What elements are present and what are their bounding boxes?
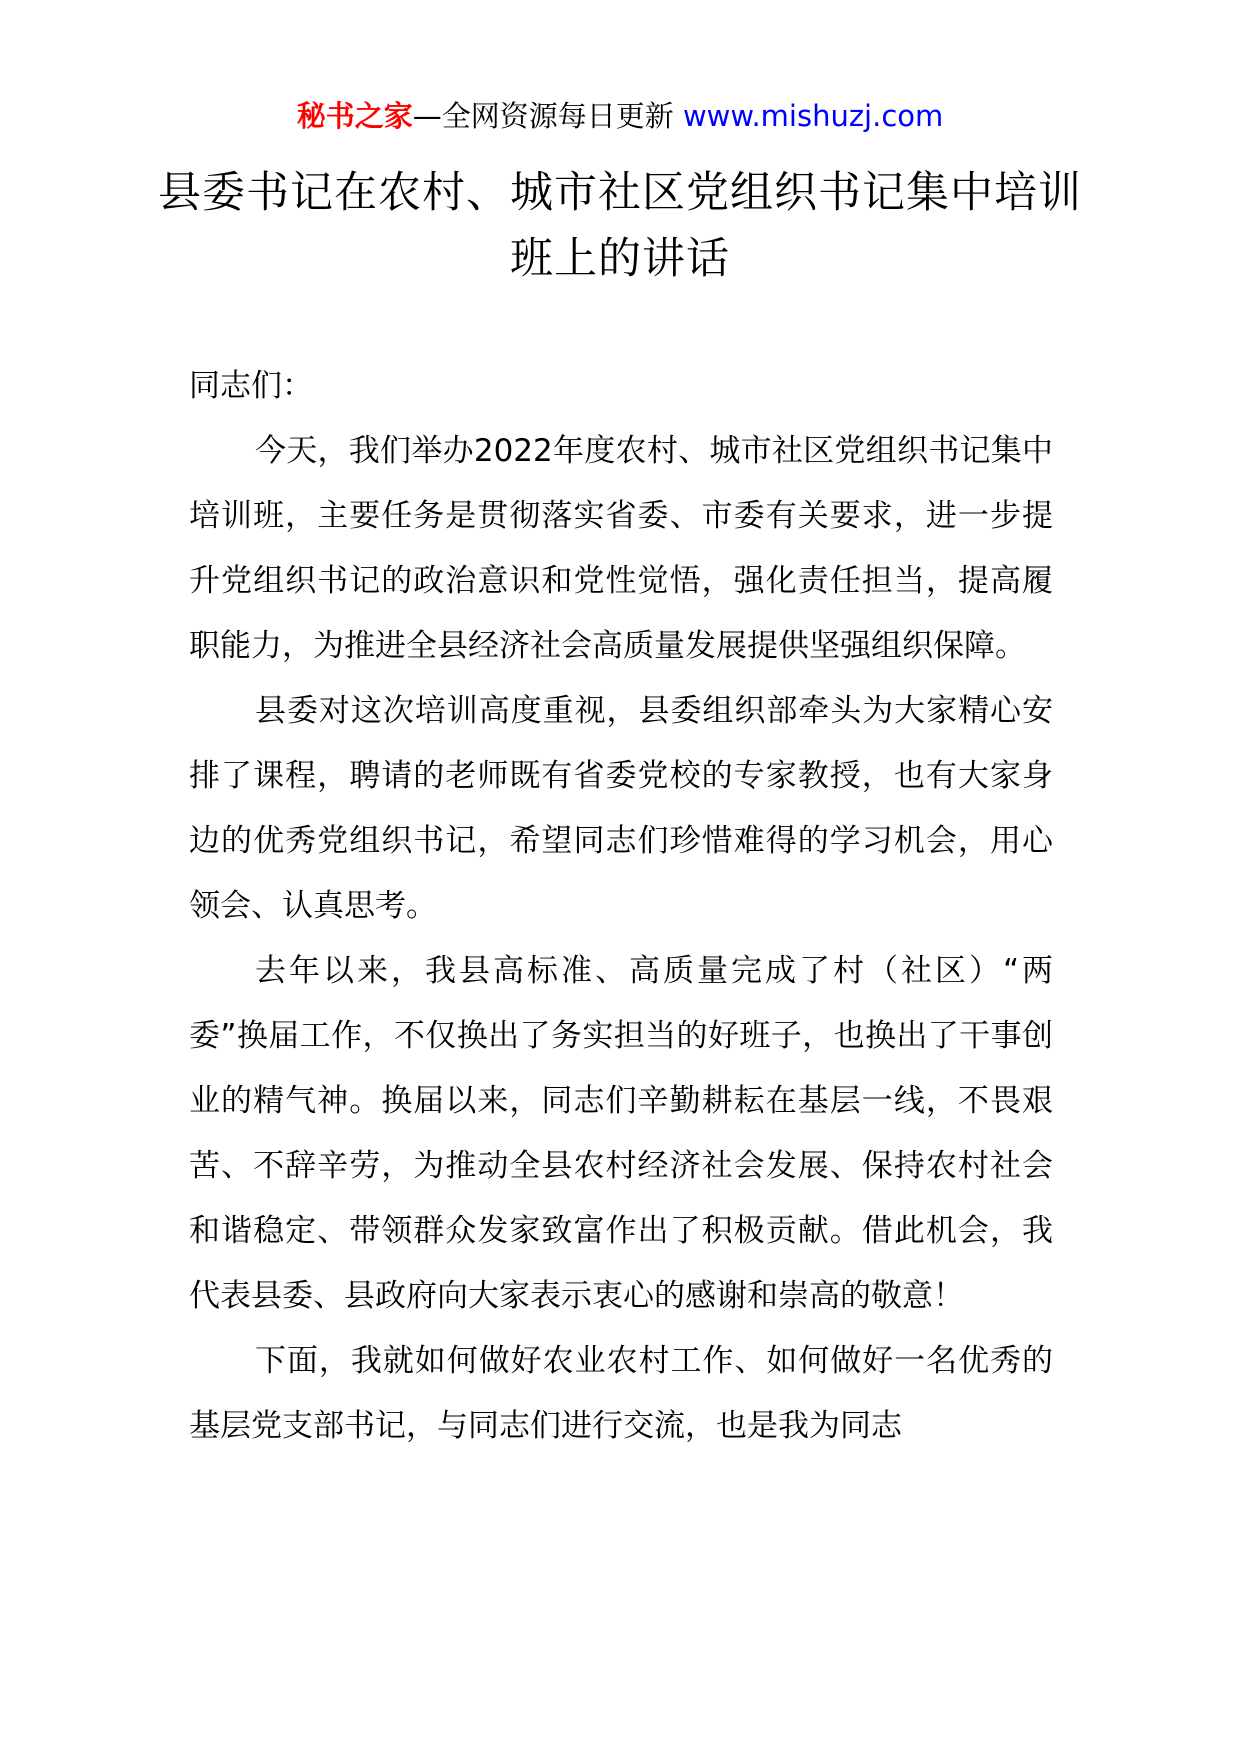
paragraph: 下面，我就如何做好农业农村工作、如何做好一名优秀的基层党支部书记，与同志们进行交流，也是我为同志 <box>189 1343 1053 1444</box>
paragraph: 去年以来，我县高标准、高质量完成了村（社区）“两委”换届工作，不仅换出了务实担当的好班子，也换出了干事创业的精气神。换届以来，同志们辛勤耕耘在基层一线，不畏艰苦、不辞辛劳，为推动全县农村经济社会发展、保持农村社会和谐稳定、带领群众发家致富作出了积极贡献。借此机会，我代表县委、县政府向大家表示衷心的感谢和崇高的敬意！ <box>189 953 1053 1314</box>
document-title: 县委书记在农村、城市社区党组织书记集中培训班上的讲话 <box>158 168 1082 284</box>
header-tagline: —全网资源每日更新 <box>412 99 683 133</box>
paragraph: 县委对这次培训高度重视，县委组织部牵头为大家精心安排了课程，聘请的老师既有省委党校的专家教授，也有大家身边的优秀党组织书记，希望同志们珍惜难得的学习机会，用心领会、认真思考。 <box>189 693 1053 924</box>
salutation: 同志们： <box>189 368 313 404</box>
site-link[interactable]: www.mishuzj.com <box>682 99 944 133</box>
brand-name: 秘书之家 <box>296 99 413 133</box>
document-body <box>189 354 1053 1459</box>
paragraph: 今天，我们举办2022年度农村、城市社区党组织书记集中培训班，主要任务是贯彻落实省委、市委有关要求，进一步提升党组织书记的政治意识和党性觉悟，强化责任担当，提高履职能力，为推进全县经济社会高质量发展提供坚强组织保障。 <box>189 433 1053 664</box>
site-header <box>0 96 1240 136</box>
